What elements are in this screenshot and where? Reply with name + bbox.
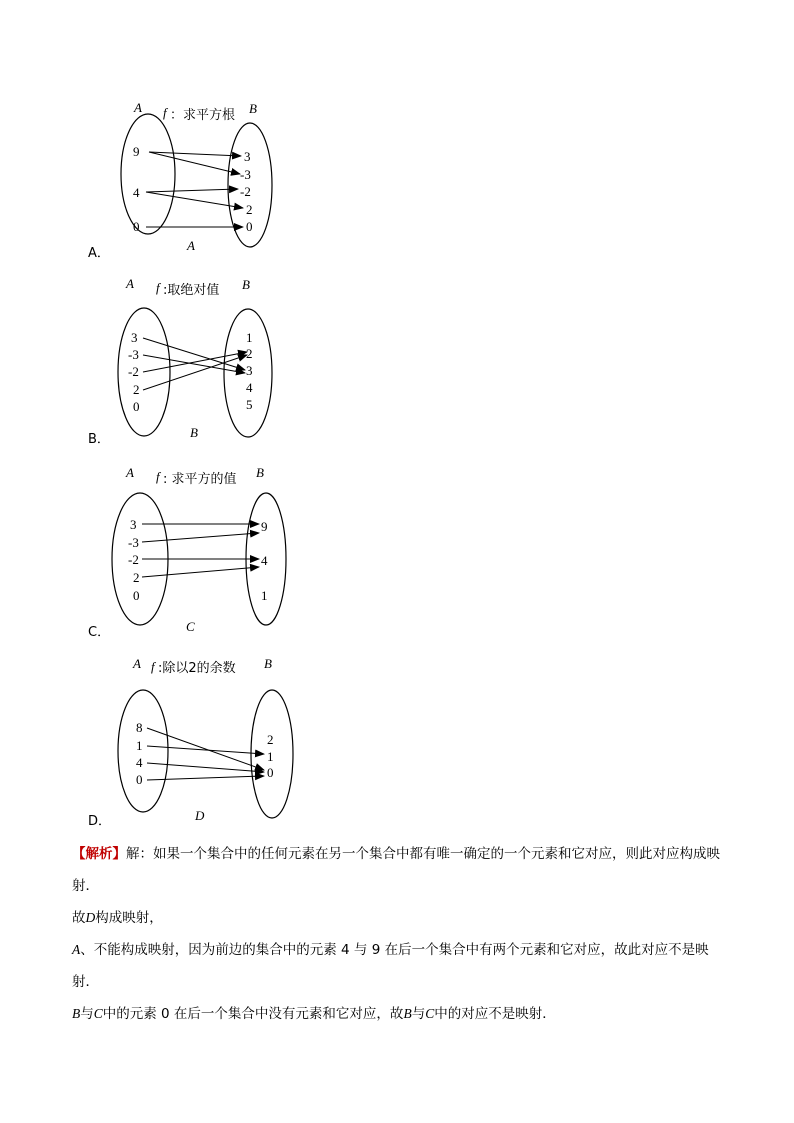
option-label: D． xyxy=(88,814,112,829)
a-element: 0 xyxy=(133,588,140,603)
math-var: B xyxy=(72,1006,81,1021)
f-symbol: f xyxy=(156,280,160,295)
b-element: 0 xyxy=(267,765,274,780)
mapping-arrow xyxy=(147,728,264,770)
b-element: 5 xyxy=(246,397,253,412)
a-element: 2 xyxy=(133,570,140,585)
mapping-rule: : 求平方的值 xyxy=(163,472,237,487)
a-element: 3 xyxy=(131,330,138,345)
analysis-tag: 【解析】 xyxy=(72,846,126,862)
b-element: 3 xyxy=(244,149,251,164)
analysis-line-1 xyxy=(72,838,732,902)
b-element: 3 xyxy=(246,363,253,378)
math-var: A xyxy=(72,942,81,957)
b-element: -2 xyxy=(240,184,251,199)
a-element: 2 xyxy=(133,382,140,397)
a-element: -3 xyxy=(128,535,139,550)
f-symbol: f xyxy=(156,469,160,484)
a-element: 0 xyxy=(136,772,143,787)
a-element: 0 xyxy=(133,399,140,414)
mapping-rule: :除以2的余数 xyxy=(158,661,236,676)
a-element: 4 xyxy=(136,755,143,770)
b-element: 2 xyxy=(267,732,274,747)
option-label: B． xyxy=(88,432,110,447)
b-element: 4 xyxy=(246,380,253,395)
analysis-text: 中的元素 0 在后一个集合中没有元素和它对应，故 xyxy=(102,1006,404,1022)
set-b-label: B xyxy=(249,101,257,116)
analysis-line-4 xyxy=(72,998,732,1030)
b-element: 0 xyxy=(246,219,253,234)
math-var: B xyxy=(403,1006,412,1021)
a-element: 3 xyxy=(130,517,137,532)
b-element: 2 xyxy=(246,202,253,217)
diagram-caption: A xyxy=(187,238,195,253)
diagram-caption: C xyxy=(186,619,195,634)
set-a-ellipse xyxy=(118,690,168,812)
diagram-caption: B xyxy=(190,425,198,440)
set-b-label: B xyxy=(256,465,264,480)
mapping-arrow xyxy=(147,763,264,772)
a-element: 4 xyxy=(133,185,140,200)
analysis-text: 构成映射， xyxy=(95,910,163,926)
b-element: 1 xyxy=(246,330,253,345)
option-label: C． xyxy=(88,625,111,640)
mapping-arrow xyxy=(147,746,264,754)
set-a-label: A xyxy=(126,276,134,291)
b-element: 9 xyxy=(261,519,268,534)
analysis-text: 与 xyxy=(80,1006,94,1022)
b-element: 2 xyxy=(246,346,253,361)
b-element: -3 xyxy=(240,167,251,182)
a-element: -2 xyxy=(128,364,139,379)
analysis-text: 解：如果一个集合中的任何元素在另一个集合中都有唯一确定的一个元素和它对应，则此对应构成映射． xyxy=(72,846,720,894)
b-element: 4 xyxy=(261,553,268,568)
a-element: 0 xyxy=(133,219,140,234)
mapping-rule: :取绝对值 xyxy=(163,283,220,298)
b-element: 1 xyxy=(261,588,268,603)
a-element: 1 xyxy=(136,738,143,753)
option-label: A． xyxy=(88,246,110,261)
b-element: 1 xyxy=(267,749,274,764)
f-symbol: f xyxy=(151,659,155,674)
mapping-arrow xyxy=(147,776,264,780)
analysis-text: 故 xyxy=(72,910,86,926)
math-var: D xyxy=(85,910,96,925)
diagram-caption: D xyxy=(195,808,205,823)
f-symbol: f xyxy=(163,105,167,120)
analysis-text: 中的对应不是映射． xyxy=(434,1006,556,1022)
set-a-label: A xyxy=(133,656,141,671)
math-var: C xyxy=(425,1006,435,1021)
a-element: 9 xyxy=(133,144,140,159)
a-element: 8 xyxy=(136,720,143,735)
analysis-line-3 xyxy=(72,934,732,998)
analysis-section xyxy=(72,838,732,1030)
a-element: -2 xyxy=(128,552,139,567)
analysis-text: 、不能构成映射，因为前边的集合中的元素 4 与 9 在后一个集合中有两个元素和它对应，故此对应不是映射． xyxy=(72,942,709,990)
analysis-line-2 xyxy=(72,902,732,934)
set-a-label: A xyxy=(126,465,134,480)
analysis-text: 与 xyxy=(411,1006,426,1022)
set-b-label: B xyxy=(264,656,272,671)
set-a-label: A xyxy=(134,100,142,115)
mapping-rule: ：求平方根 xyxy=(170,108,236,123)
math-var: C xyxy=(93,1006,103,1021)
a-element: -3 xyxy=(128,347,139,362)
set-b-label: B xyxy=(242,277,250,292)
